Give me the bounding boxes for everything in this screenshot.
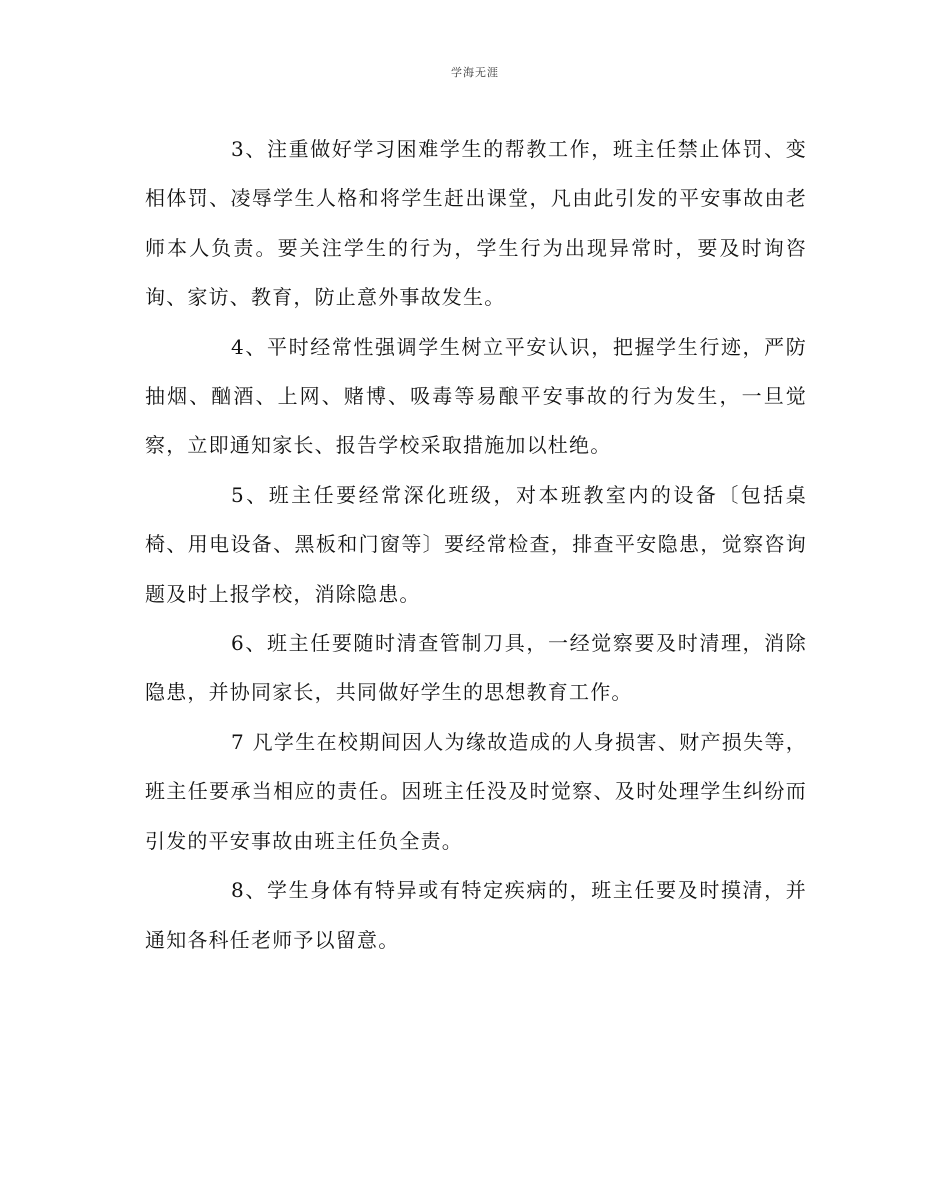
paragraph-8: 8、学生身体有特异或有特定疾病的，班主任要及时摸清，并通知各科任老师予以留意。 <box>145 878 807 952</box>
paragraph-5: 5、班主任要经常深化班级，对本班教室内的设备〔包括桌椅、用电设备、黑板和门窗等〕要经常检查，排查平安隐患，觉察咨询题及时上报学校，消除隐患。 <box>145 482 807 606</box>
page-header: 学海无涯 <box>451 66 499 79</box>
paragraph-3: 3、注重做好学习困难学生的帮教工作，班主任禁止体罚、变相体罚、凌辱学生人格和将学生赶出课堂，凡由此引发的平安事故由老师本人负责。要关注学生的行为，学生行为出现异常时，要及时询咨询、家访、教育，防止意外事故发生。 <box>145 137 807 310</box>
document-body <box>145 125 807 965</box>
paragraph-7: 7 凡学生在校期间因人为缘故造成的人身损害、财产损失等，班主任要承当相应的责任。因班主任没及时觉察、及时处理学生纠纷而引发的平安事故由班主任负全责。 <box>145 729 807 853</box>
paragraph-6: 6、班主任要随时清查管制刀具，一经觉察要及时清理，消除隐患，并协同家长，共同做好学生的思想教育工作。 <box>145 631 807 705</box>
paragraph-4: 4、平时经常性强调学生树立平安认识，把握学生行迹，严防抽烟、酗酒、上网、赌博、吸毒等易酿平安事故的行为发生，一旦觉察，立即通知家长、报告学校采取措施加以杜绝。 <box>145 334 807 458</box>
